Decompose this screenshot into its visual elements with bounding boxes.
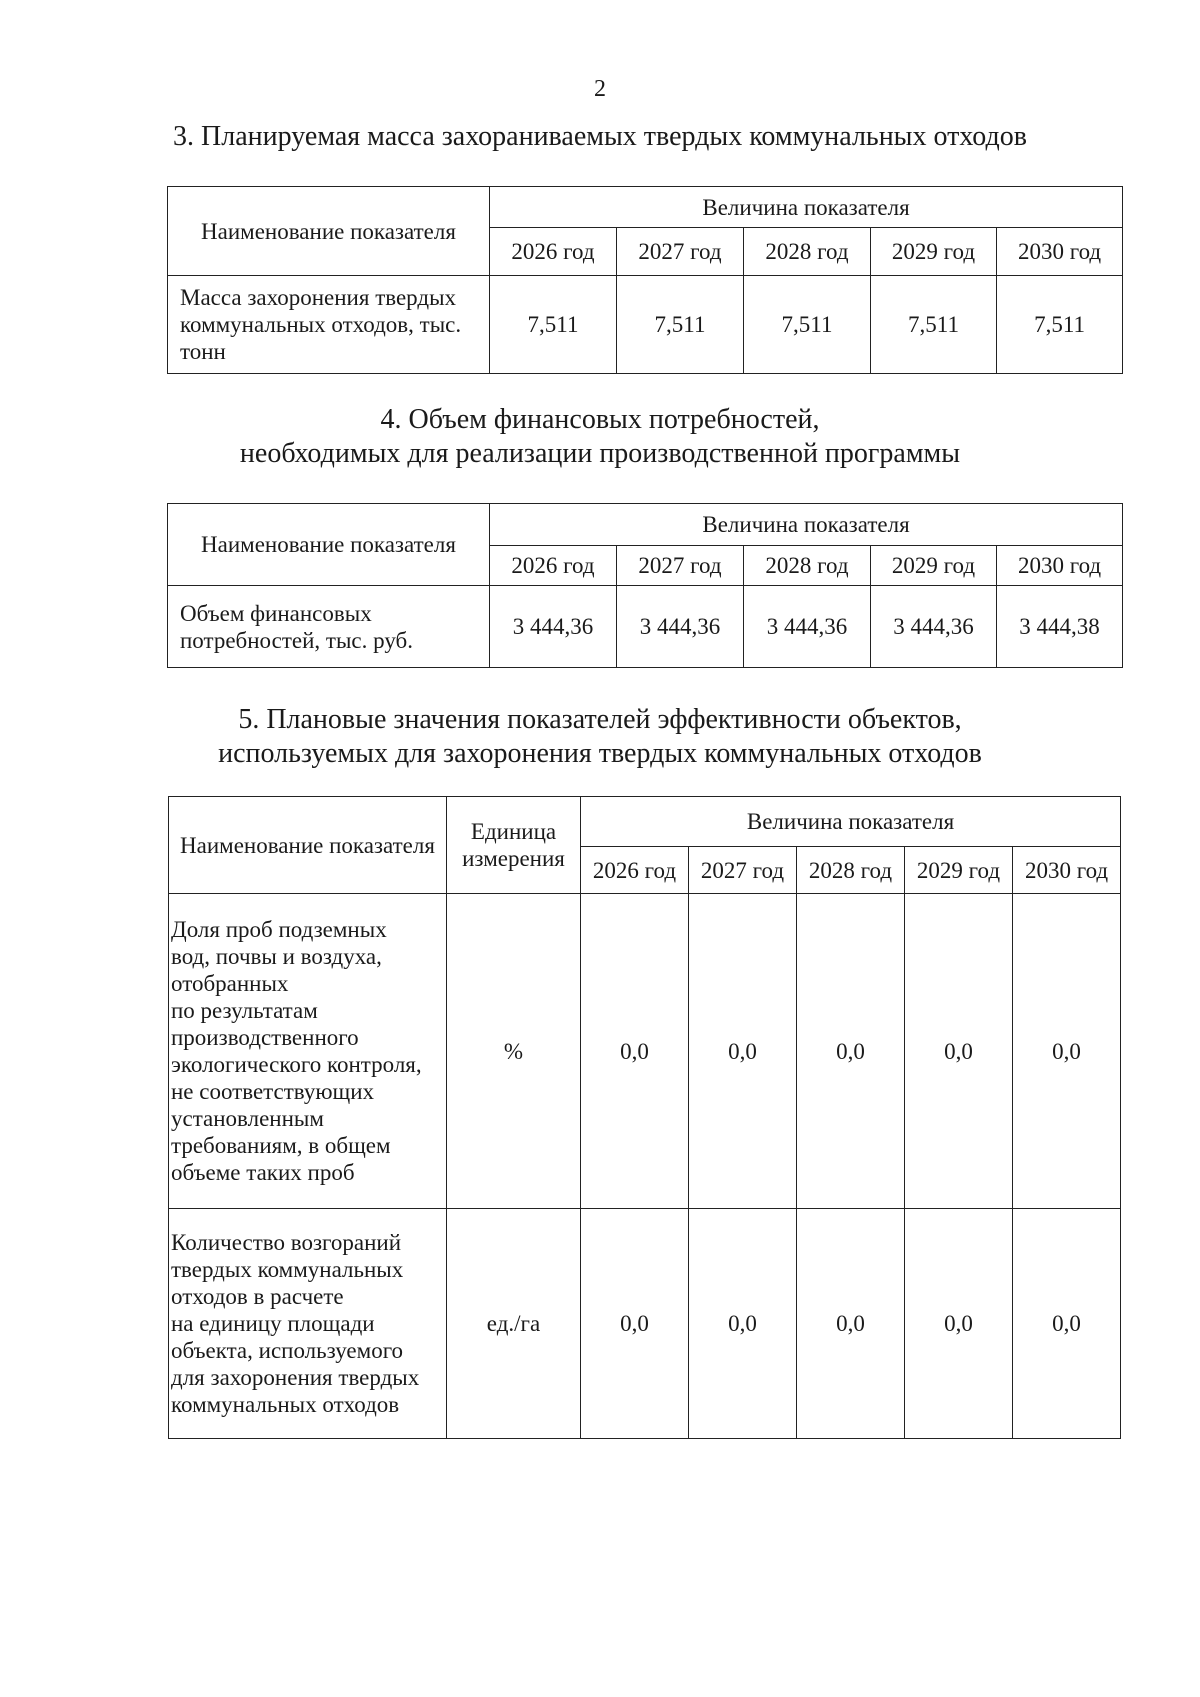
section5-row2-value: 0,0 [797,1209,905,1439]
section5-row1-name-line: по результатам [171,998,318,1023]
section4-year: 2030 год [997,546,1123,586]
section5-row1-name-line: вод, почвы и воздуха, [171,944,382,969]
section3-title-text: 3. Планируемая масса захораниваемых твердых коммунальных отходов [173,121,1027,152]
section3-year: 2026 год [490,228,617,276]
page-number: 2 [594,76,606,102]
section5-row2-name-line: Количество возгораний [171,1230,402,1255]
section5-year: 2028 год [797,847,905,894]
section5-row2-name-line: для захоронения твердых [171,1365,420,1390]
section5-row2-name-line: отходов в расчете [171,1284,344,1309]
section4-value: 3 444,36 [490,586,617,668]
section3-title [0,120,1200,154]
section5-row2-name-line: твердых коммунальных [171,1257,404,1282]
section3-year: 2029 год [871,228,997,276]
section4-year: 2028 год [744,546,871,586]
section5-row2-name-line: на единицу площади [171,1311,375,1336]
section4-year: 2026 год [490,546,617,586]
section5-row1-value: 0,0 [689,894,797,1209]
section5-title-line1: 5. Плановые значения показателей эффективности объектов, [238,704,962,735]
section5-row2-name-line: коммунальных отходов [171,1392,400,1417]
section4-year: 2027 год [617,546,744,586]
section5-header-value: Величина показателя [581,797,1121,847]
section4-value: 3 444,36 [744,586,871,668]
section4-table [167,503,1123,668]
section4-title-line1: 4. Объем финансовых потребностей, [380,404,820,435]
section5-row2-value: 0,0 [1013,1209,1121,1439]
section5-year: 2027 год [689,847,797,894]
section5-row1-name-line: установленным [171,1106,324,1131]
section3-table [167,186,1123,374]
section5-row2-value: 0,0 [905,1209,1013,1439]
section3-value: 7,511 [490,276,617,374]
section5-header-name: Наименование показателя [169,797,447,894]
section4-row-name: Объем финансовых потребностей, тыс. руб. [168,586,490,668]
section4-year: 2029 год [871,546,997,586]
section5-row1-value: 0,0 [905,894,1013,1209]
section5-row1-name-line: требованиям, в общем [171,1133,391,1158]
section4-header-name: Наименование показателя [168,504,490,586]
section5-table [168,796,1121,1439]
section4-value: 3 444,38 [997,586,1123,668]
section3-year: 2030 год [997,228,1123,276]
section4-value: 3 444,36 [871,586,997,668]
section4-header-value: Величина показателя [490,504,1123,546]
section5-row1-name-line: отобранных [171,971,289,996]
section4-title-line2: необходимых для реализации производственной программы [239,438,961,469]
section5-row1-name-line: объеме таких проб [171,1160,355,1185]
section5-title [0,703,1200,771]
section4-value: 3 444,36 [617,586,744,668]
section5-year: 2026 год [581,847,689,894]
section5-row1-name-line: Доля проб подземных [171,917,387,942]
section3-header-value: Величина показателя [490,187,1123,228]
section5-row1-unit: % [447,894,581,1209]
section5-row1-name [169,894,447,1209]
section5-row2-name-line: объекта, используемого [171,1338,404,1363]
section5-year: 2029 год [905,847,1013,894]
section3-value: 7,511 [617,276,744,374]
section3-row-name: Масса захоронения твердых коммунальных отходов, тыс. тонн [168,276,490,374]
section3-year: 2027 год [617,228,744,276]
section5-row1-name-line: производственного [171,1025,359,1050]
section5-row1-name-line: экологического контроля, [171,1052,422,1077]
section5-row2-value: 0,0 [581,1209,689,1439]
section3-value: 7,511 [744,276,871,374]
section5-row2-unit: ед./га [447,1209,581,1439]
section5-row2-value: 0,0 [689,1209,797,1439]
section4-title [0,403,1200,471]
section3-header-name: Наименование показателя [168,187,490,276]
section5-row1-value: 0,0 [1013,894,1121,1209]
section5-row2-name [169,1209,447,1439]
section5-title-line2: используемых для захоронения твердых коммунальных отходов [218,738,982,769]
section5-row1-name-line: не соответствующих [171,1079,375,1104]
section5-row1-value: 0,0 [581,894,689,1209]
section3-year: 2028 год [744,228,871,276]
section3-value: 7,511 [871,276,997,374]
section3-value: 7,511 [997,276,1123,374]
section5-header-unit: Единица измерения [447,797,581,894]
section5-year: 2030 год [1013,847,1121,894]
section5-row1-value: 0,0 [797,894,905,1209]
